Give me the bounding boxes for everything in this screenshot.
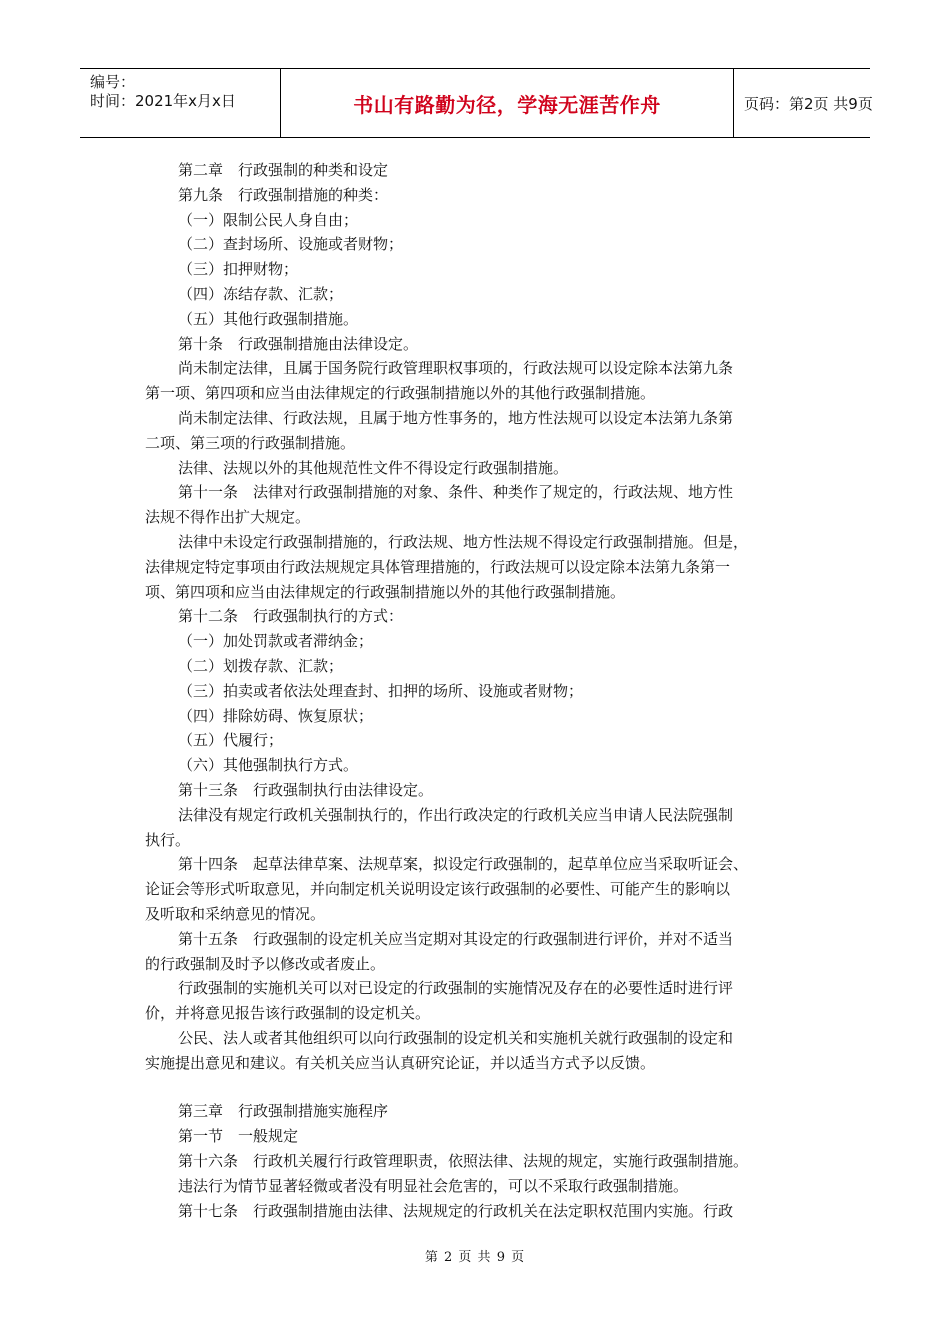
body-line: （四）排除妨碍、恢复原状； [178, 706, 374, 725]
body-line: 第一项、第四项和应当由法律规定的行政强制措施以外的其他行政强制措施。 [145, 384, 656, 403]
body-line: 行政强制的实施机关可以对已设定的行政强制的实施情况及存在的必要性适时进行评 [178, 979, 734, 998]
body-line: （一）加处罚款或者滞纳金； [178, 632, 374, 651]
body-line: （五）其他行政强制措施。 [178, 309, 359, 328]
body-line: 实施提出意见和建议。有关机关应当认真研究论证，并以适当方式予以反馈。 [145, 1053, 656, 1072]
body-line: （三）扣押财物； [178, 260, 299, 279]
body-line: （五）代履行； [178, 731, 284, 750]
body-line: （一）限制公民人身自由； [178, 210, 359, 229]
body-line: （六）其他强制执行方式。 [178, 756, 359, 775]
body-line: 二项、第三项的行政强制措施。 [145, 433, 356, 452]
body-line: 第十一条 法律对行政强制措施的对象、条件、种类作了规定的，行政法规、地方性 [178, 483, 734, 502]
body-line: 第十三条 行政强制执行由法律设定。 [178, 780, 434, 799]
body-line: （二）查封场所、设施或者财物； [178, 235, 404, 254]
body-line: 法规不得作出扩大规定。 [145, 508, 311, 527]
body-line: 尚未制定法律、行政法规，且属于地方性事务的，地方性法规可以设定本法第九条第 [178, 408, 734, 427]
body-line: 第九条 行政强制措施的种类： [178, 185, 389, 204]
body-line: 的行政强制及时予以修改或者废止。 [145, 954, 386, 973]
body-line: 违法行为情节显著轻微或者没有明显社会危害的，可以不采取行政强制措施。 [178, 1176, 689, 1195]
body-line: 尚未制定法律，且属于国务院行政管理职权事项的，行政法规可以设定除本法第九条 [178, 359, 734, 378]
body-line: 公民、法人或者其他组织可以向行政强制的设定机关和实施机关就行政强制的设定和 [178, 1028, 734, 1047]
page-indicator: 页码：第2页 共9页 [744, 94, 873, 113]
body-line: （三）拍卖或者依法处理查封、扣押的场所、设施或者财物； [178, 681, 584, 700]
body-line: 第十五条 行政强制的设定机关应当定期对其设定的行政强制进行评价，并对不适当 [178, 929, 734, 948]
motto-text: 书山有路勤为径，学海无涯苦作舟 [280, 69, 734, 137]
page-footer: 第 2 页 共 9 页 [424, 1250, 526, 1265]
body-line: 法律、法规以外的其他规范性文件不得设定行政强制措施。 [178, 458, 569, 477]
date-label: 时间：2021年x月x日 [90, 92, 236, 110]
body-line: 项、第四项和应当由法律规定的行政强制措施以外的其他行政强制措施。 [145, 582, 626, 601]
body-line: 第十七条 行政强制措施由法律、法规规定的行政机关在法定职权范围内实施。行政 [178, 1201, 734, 1220]
body-line: 及听取和采纳意见的情况。 [145, 904, 326, 923]
body-line: 第三章 行政强制措施实施程序 [178, 1102, 389, 1121]
body-line: （四）冻结存款、汇款； [178, 284, 344, 303]
body-line: 论证会等形式听取意见，并向制定机关说明设定该行政强制的必要性、可能产生的影响以 [145, 880, 731, 899]
body-line: 第十条 行政强制措施由法律设定。 [178, 334, 419, 353]
document-header [80, 68, 873, 138]
body-line: 第十二条 行政强制执行的方式： [178, 607, 404, 626]
document-body [145, 158, 810, 1223]
body-line: 法律没有规定行政机关强制执行的，作出行政决定的行政机关应当申请人民法院强制 [178, 805, 734, 824]
body-line: 法律中未设定行政强制措施的，行政法规、地方性法规不得设定行政强制措施。但是， [178, 532, 749, 551]
body-line: （二）划拨存款、汇款； [178, 656, 344, 675]
number-label: 编号： [90, 73, 136, 91]
body-line: 第一节 一般规定 [178, 1127, 299, 1146]
body-line: 第十四条 起草法律草案、法规草案，拟设定行政强制的，起草单位应当采取听证会、 [178, 855, 749, 874]
body-line: 执行。 [145, 830, 191, 849]
blank-line [145, 1075, 810, 1099]
body-line: 第十六条 行政机关履行行政管理职责，依照法律、法规的规定，实施行政强制措施。 [178, 1152, 749, 1171]
body-line: 法律规定特定事项由行政法规规定具体管理措施的，行政法规可以设定除本法第九条第一 [145, 557, 731, 576]
header-meta-cell [80, 69, 280, 137]
body-line: 第二章 行政强制的种类和设定 [178, 161, 389, 179]
body-line: 价，并将意见报告该行政强制的设定机关。 [145, 1004, 431, 1023]
